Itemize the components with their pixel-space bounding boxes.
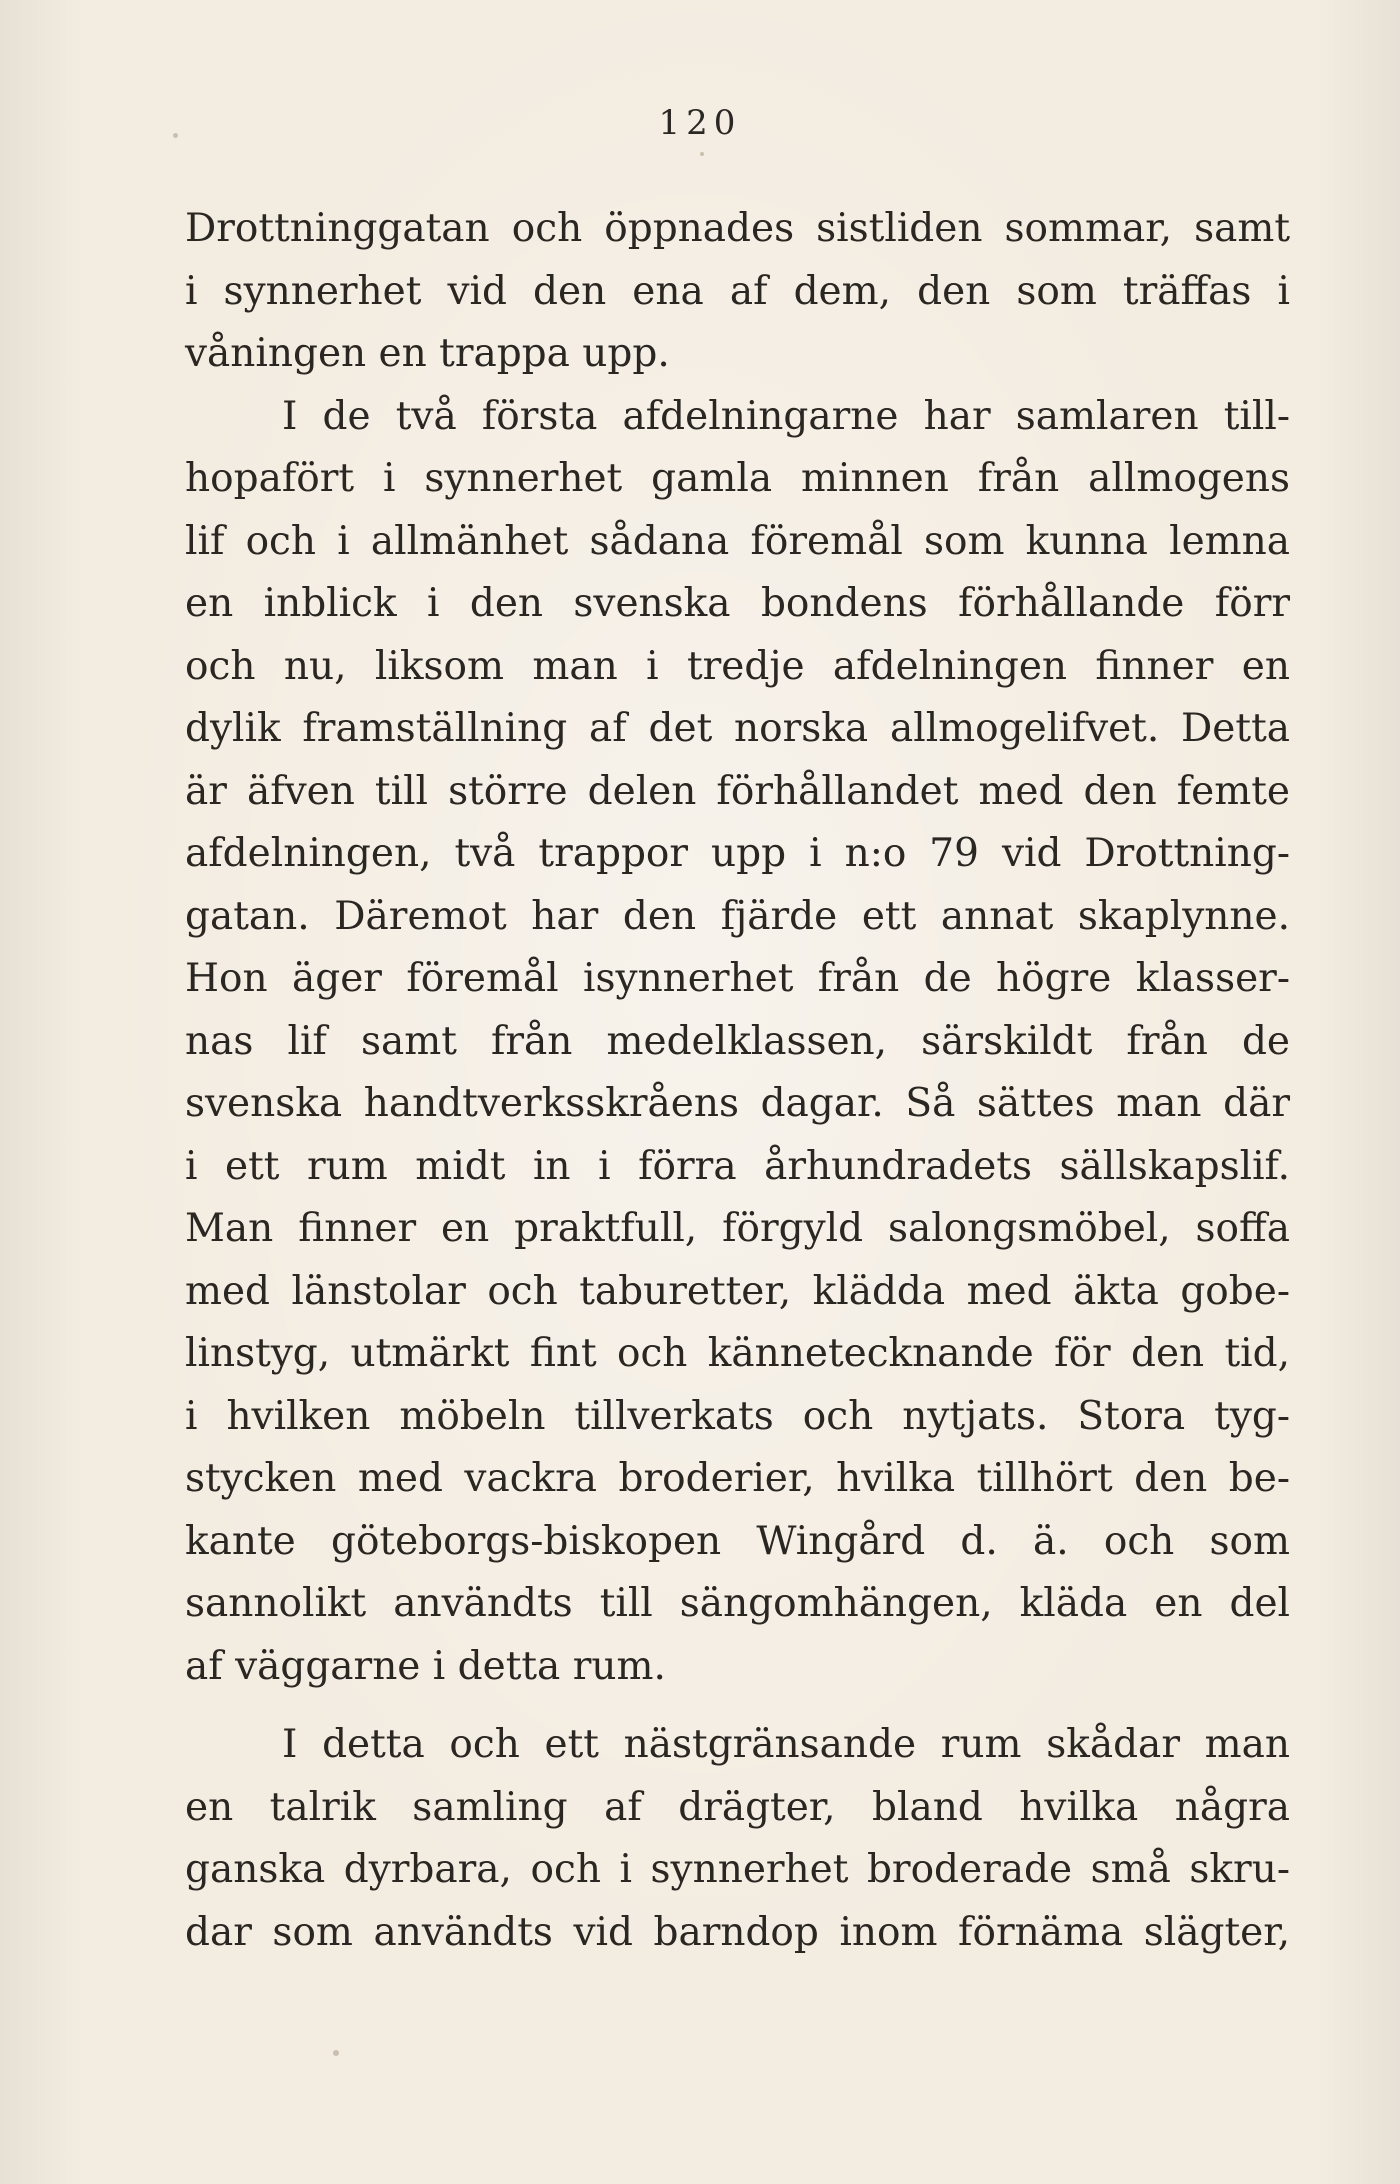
- body-text: [185, 198, 1290, 1964]
- text-line: Drottninggatan och öppnades sistliden sommar, samt: [185, 206, 1290, 251]
- paper-speck: [173, 133, 178, 138]
- page-number: 120: [658, 103, 742, 143]
- text-line: I detta och ett nästgränsande rum skådar man: [282, 1722, 1290, 1767]
- text-line: är äfven till större delen förhållandet med den femte: [185, 768, 1290, 814]
- text-line: och nu, liksom man i tredje afdelningen finner en: [185, 643, 1290, 689]
- text-line: en talrik samling af drägter, bland hvilka några: [185, 1784, 1290, 1830]
- text-line: nas lif samt från medelklassen, särskildt från de: [185, 1018, 1290, 1064]
- text-line: Man finner en praktfull, förgyld salongsmöbel, soffa: [185, 1206, 1290, 1251]
- paper-speck: [333, 2050, 339, 2056]
- text-line: våningen en trappa upp.: [185, 331, 670, 376]
- text-line: kante göteborgs-biskopen Wingård d. ä. och som: [185, 1518, 1290, 1564]
- paper-speck: [700, 152, 704, 156]
- text-line: af väggarne i detta rum.: [185, 1643, 666, 1689]
- text-line: lif och i allmänhet sådana föremål som kunna lemna: [185, 518, 1290, 564]
- text-line: i synnerhet vid den ena af dem, den som träffas i: [185, 268, 1290, 314]
- text-line: afdelningen, två trappor upp i n:o 79 vid Drottning-: [185, 831, 1290, 876]
- text-line: I de två första afdelningarne har samlaren till-: [282, 393, 1290, 439]
- text-line: i hvilken möbeln tillverkats och nytjats. Stora tyg-: [185, 1393, 1290, 1439]
- text-line: linstyg, utmärkt fint och kännetecknande för den tid,: [185, 1331, 1290, 1376]
- text-line: dar som användts vid barndop inom förnäma slägter,: [185, 1909, 1290, 1955]
- text-line: hopafört i synnerhet gamla minnen från allmogens: [185, 456, 1290, 501]
- text-line: ganska dyrbara, och i synnerhet broderade små skru-: [185, 1847, 1290, 1892]
- text-line: svenska handtverksskråens dagar. Så sättes man där: [185, 1081, 1290, 1126]
- text-line: en inblick i den svenska bondens förhållande förr: [185, 581, 1290, 626]
- text-line: Hon äger föremål isynnerhet från de högre klasser-: [185, 956, 1290, 1001]
- text-line: i ett rum midt in i förra århundradets sällskapslif.: [185, 1143, 1290, 1189]
- text-line: stycken med vackra broderier, hvilka tillhört den be-: [185, 1456, 1290, 1501]
- paragraph-gap: [185, 1698, 1290, 1714]
- text-line: sannolikt användts till sängomhängen, kläda en del: [185, 1581, 1290, 1626]
- text-line: dylik framställning af det norska allmogelifvet. Detta: [185, 706, 1290, 751]
- text-line: gatan. Däremot har den fjärde ett annat skaplynne.: [185, 893, 1290, 939]
- text-line: med länstolar och taburetter, klädda med äkta gobe-: [185, 1268, 1290, 1314]
